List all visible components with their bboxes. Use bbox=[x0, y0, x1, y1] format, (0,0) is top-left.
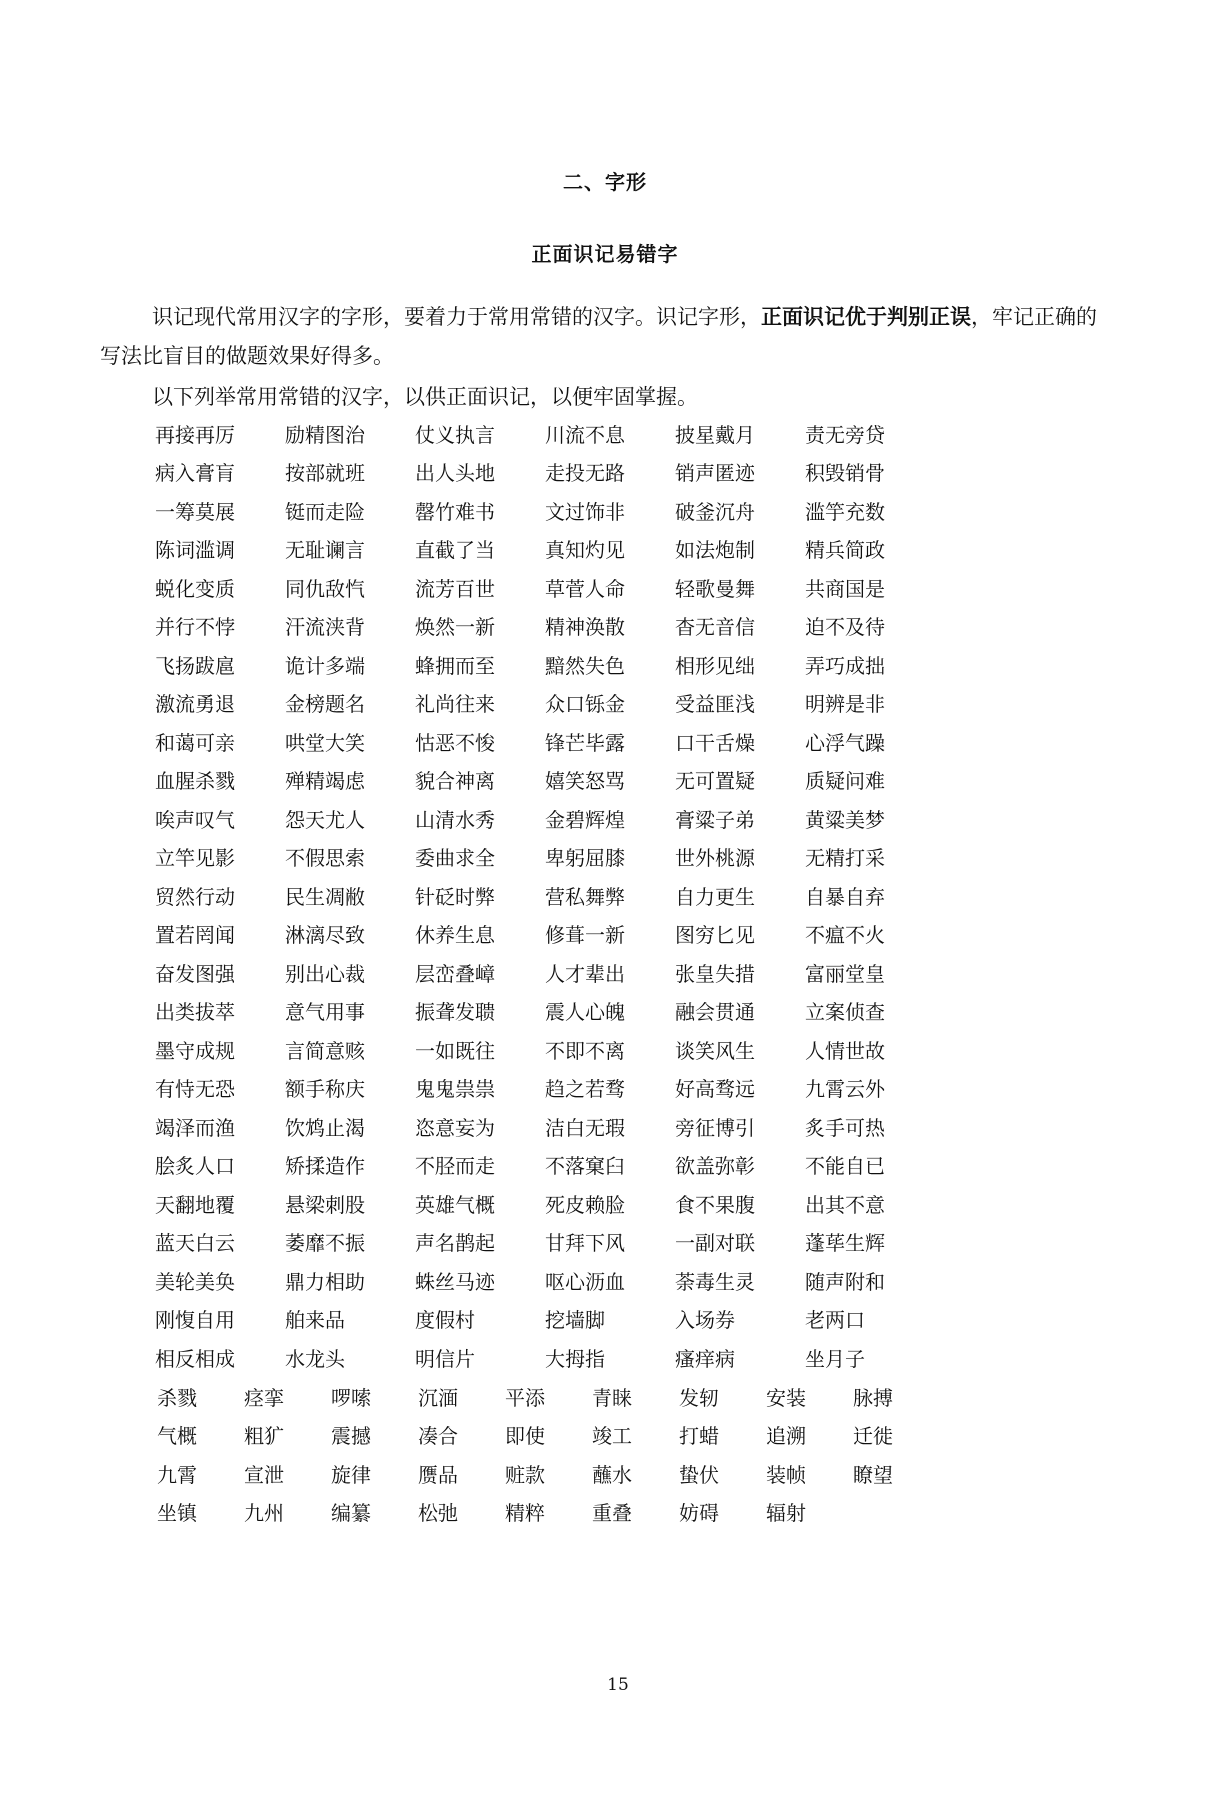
idiom-item: 图穷匕见 bbox=[675, 923, 755, 948]
idiom-item: 川流不息 bbox=[545, 422, 625, 447]
word-item: 凑合 bbox=[418, 1424, 458, 1449]
word-row bbox=[157, 1454, 940, 1493]
idiom-item: 蜂拥而至 bbox=[415, 653, 495, 678]
idiom-item: 水龙头 bbox=[285, 1346, 345, 1371]
idiom-item: 营私舞弊 bbox=[545, 884, 625, 909]
word-item: 迁徙 bbox=[853, 1424, 893, 1449]
idiom-item: 委曲求全 bbox=[415, 846, 495, 871]
idiom-grid bbox=[155, 414, 935, 1377]
idiom-item: 谈笑风生 bbox=[675, 1038, 755, 1063]
idiom-row bbox=[155, 1107, 935, 1146]
word-item: 青睐 bbox=[592, 1385, 632, 1410]
idiom-item: 出人头地 bbox=[415, 461, 495, 486]
word-grid bbox=[157, 1377, 940, 1531]
idiom-item: 甘拜下风 bbox=[545, 1231, 625, 1256]
idiom-item: 荼毒生灵 bbox=[675, 1269, 755, 1294]
idiom-item: 针砭时弊 bbox=[415, 884, 495, 909]
paragraph-text-2: ，牢记正确的写法比盲目的做题效果好得多。 bbox=[100, 305, 1097, 368]
idiom-item: 老两口 bbox=[805, 1308, 865, 1333]
idiom-item: 蓝天白云 bbox=[155, 1231, 235, 1256]
word-item: 安装 bbox=[766, 1385, 806, 1410]
word-item: 震撼 bbox=[331, 1424, 371, 1449]
idiom-item: 悬梁刺股 bbox=[285, 1192, 365, 1217]
word-item: 气概 bbox=[157, 1424, 197, 1449]
idiom-item: 金碧辉煌 bbox=[545, 807, 625, 832]
idiom-item: 受益匪浅 bbox=[675, 692, 755, 717]
word-item: 脉搏 bbox=[853, 1385, 893, 1410]
word-item: 九州 bbox=[244, 1501, 284, 1526]
word-item: 松弛 bbox=[418, 1501, 458, 1526]
idiom-item: 明信片 bbox=[415, 1346, 475, 1371]
idiom-item: 趋之若骛 bbox=[545, 1077, 625, 1102]
idiom-item: 蓬荜生辉 bbox=[805, 1231, 885, 1256]
intro-paragraph bbox=[100, 298, 1110, 376]
idiom-item: 英雄气概 bbox=[415, 1192, 495, 1217]
idiom-item: 流芳百世 bbox=[415, 576, 495, 601]
word-row bbox=[157, 1377, 940, 1416]
idiom-item: 汗流浃背 bbox=[285, 615, 365, 640]
idiom-row bbox=[155, 414, 935, 453]
idiom-item: 欲盖弥彰 bbox=[675, 1154, 755, 1179]
idiom-item: 萎靡不振 bbox=[285, 1231, 365, 1256]
word-item: 精粹 bbox=[505, 1501, 545, 1526]
idiom-item: 竭泽而渔 bbox=[155, 1115, 235, 1140]
idiom-row bbox=[155, 1338, 935, 1377]
idiom-item: 不即不离 bbox=[545, 1038, 625, 1063]
idiom-item: 自暴自弃 bbox=[805, 884, 885, 909]
idiom-item: 草菅人命 bbox=[545, 576, 625, 601]
idiom-item: 杳无音信 bbox=[675, 615, 755, 640]
idiom-item: 披星戴月 bbox=[675, 422, 755, 447]
idiom-item: 饮鸩止渴 bbox=[285, 1115, 365, 1140]
idiom-item: 入场券 bbox=[675, 1308, 735, 1333]
idiom-item: 无精打采 bbox=[805, 846, 885, 871]
idiom-item: 如法炮制 bbox=[675, 538, 755, 563]
idiom-item: 激流勇退 bbox=[155, 692, 235, 717]
idiom-item: 融会贯通 bbox=[675, 1000, 755, 1025]
word-item: 妨碍 bbox=[679, 1501, 719, 1526]
idiom-item: 休养生息 bbox=[415, 923, 495, 948]
idiom-item: 出其不意 bbox=[805, 1192, 885, 1217]
idiom-item: 挖墙脚 bbox=[545, 1308, 605, 1333]
idiom-item: 滥竽充数 bbox=[805, 499, 885, 524]
idiom-item: 额手称庆 bbox=[285, 1077, 365, 1102]
idiom-item: 哄堂大笑 bbox=[285, 730, 365, 755]
idiom-item: 死皮赖脸 bbox=[545, 1192, 625, 1217]
idiom-item: 精神涣散 bbox=[545, 615, 625, 640]
idiom-item: 罄竹难书 bbox=[415, 499, 495, 524]
idiom-item: 礼尚往来 bbox=[415, 692, 495, 717]
idiom-item: 文过饰非 bbox=[545, 499, 625, 524]
idiom-row bbox=[155, 761, 935, 800]
idiom-row bbox=[155, 992, 935, 1031]
idiom-item: 立竿见影 bbox=[155, 846, 235, 871]
idiom-item: 血腥杀戮 bbox=[155, 769, 235, 794]
idiom-item: 弄巧成拙 bbox=[805, 653, 885, 678]
idiom-item: 矫揉造作 bbox=[285, 1154, 365, 1179]
word-item: 竣工 bbox=[592, 1424, 632, 1449]
idiom-item: 焕然一新 bbox=[415, 615, 495, 640]
idiom-row bbox=[155, 1069, 935, 1108]
word-item: 杀戮 bbox=[157, 1385, 197, 1410]
sub-title: 正面识记易错字 bbox=[531, 242, 679, 266]
idiom-item: 鼎力相助 bbox=[285, 1269, 365, 1294]
word-item: 痉挛 bbox=[244, 1385, 284, 1410]
idiom-row bbox=[155, 1030, 935, 1069]
idiom-item: 殚精竭虑 bbox=[285, 769, 365, 794]
idiom-item: 一副对联 bbox=[675, 1231, 755, 1256]
paragraph-emphasis: 正面识记优于判别正误 bbox=[761, 305, 971, 329]
idiom-row bbox=[155, 1223, 935, 1262]
idiom-item: 销声匿迹 bbox=[675, 461, 755, 486]
idiom-item: 嬉笑怒骂 bbox=[545, 769, 625, 794]
word-row bbox=[157, 1493, 940, 1532]
idiom-item: 民生凋敝 bbox=[285, 884, 365, 909]
idiom-row bbox=[155, 722, 935, 761]
idiom-item: 励精图治 bbox=[285, 422, 365, 447]
idiom-item: 蜕化变质 bbox=[155, 576, 235, 601]
idiom-item: 怙恶不悛 bbox=[415, 730, 495, 755]
idiom-item: 出类拔萃 bbox=[155, 1000, 235, 1025]
idiom-row bbox=[155, 876, 935, 915]
idiom-item: 立案侦查 bbox=[805, 1000, 885, 1025]
word-item: 坐镇 bbox=[157, 1501, 197, 1526]
idiom-item: 走投无路 bbox=[545, 461, 625, 486]
idiom-item: 奋发图强 bbox=[155, 961, 235, 986]
idiom-item: 共商国是 bbox=[805, 576, 885, 601]
idiom-item: 坐月子 bbox=[805, 1346, 865, 1371]
idiom-item: 迫不及待 bbox=[805, 615, 885, 640]
word-item: 沉湎 bbox=[418, 1385, 458, 1410]
idiom-item: 众口铄金 bbox=[545, 692, 625, 717]
idiom-item: 相反相成 bbox=[155, 1346, 235, 1371]
idiom-item: 不落窠臼 bbox=[545, 1154, 625, 1179]
word-item: 宣泄 bbox=[244, 1462, 284, 1487]
idiom-item: 黄粱美梦 bbox=[805, 807, 885, 832]
word-item: 赃款 bbox=[505, 1462, 545, 1487]
word-item: 蘸水 bbox=[592, 1462, 632, 1487]
word-item: 辐射 bbox=[766, 1501, 806, 1526]
idiom-item: 直截了当 bbox=[415, 538, 495, 563]
idiom-item: 和蔼可亲 bbox=[155, 730, 235, 755]
idiom-item: 呕心沥血 bbox=[545, 1269, 625, 1294]
idiom-row bbox=[155, 1146, 935, 1185]
idiom-row bbox=[155, 1300, 935, 1339]
word-item: 九霄 bbox=[157, 1462, 197, 1487]
idiom-row bbox=[155, 838, 935, 877]
idiom-row bbox=[155, 530, 935, 569]
idiom-row bbox=[155, 453, 935, 492]
word-row bbox=[157, 1416, 940, 1455]
idiom-item: 震人心魄 bbox=[545, 1000, 625, 1025]
idiom-item: 淋漓尽致 bbox=[285, 923, 365, 948]
idiom-item: 铤而走险 bbox=[285, 499, 365, 524]
idiom-row bbox=[155, 607, 935, 646]
idiom-row bbox=[155, 1184, 935, 1223]
idiom-item: 舶来品 bbox=[285, 1308, 345, 1333]
idiom-item: 精兵简政 bbox=[805, 538, 885, 563]
idiom-item: 陈词滥调 bbox=[155, 538, 235, 563]
idiom-row bbox=[155, 915, 935, 954]
idiom-item: 自力更生 bbox=[675, 884, 755, 909]
idiom-item: 真知灼见 bbox=[545, 538, 625, 563]
idiom-item: 心浮气躁 bbox=[805, 730, 885, 755]
idiom-item: 无耻谰言 bbox=[285, 538, 365, 563]
idiom-item: 不胫而走 bbox=[415, 1154, 495, 1179]
idiom-item: 积毁销骨 bbox=[805, 461, 885, 486]
idiom-item: 山清水秀 bbox=[415, 807, 495, 832]
idiom-item: 层峦叠嶂 bbox=[415, 961, 495, 986]
word-item: 发轫 bbox=[679, 1385, 719, 1410]
word-item: 追溯 bbox=[766, 1424, 806, 1449]
idiom-item: 金榜题名 bbox=[285, 692, 365, 717]
idiom-item: 按部就班 bbox=[285, 461, 365, 486]
idiom-item: 度假村 bbox=[415, 1308, 475, 1333]
list-intro: 以下列举常用常错的汉字，以供正面识记，以便牢固掌握。 bbox=[152, 385, 698, 409]
idiom-item: 好高骛远 bbox=[675, 1077, 755, 1102]
idiom-item: 旁征博引 bbox=[675, 1115, 755, 1140]
idiom-item: 不瘟不火 bbox=[805, 923, 885, 948]
idiom-item: 美轮美奂 bbox=[155, 1269, 235, 1294]
idiom-item: 无可置疑 bbox=[675, 769, 755, 794]
word-item: 打蜡 bbox=[679, 1424, 719, 1449]
idiom-item: 轻歌曼舞 bbox=[675, 576, 755, 601]
idiom-item: 声名鹊起 bbox=[415, 1231, 495, 1256]
idiom-item: 随声附和 bbox=[805, 1269, 885, 1294]
idiom-item: 有恃无恐 bbox=[155, 1077, 235, 1102]
idiom-item: 墨守成规 bbox=[155, 1038, 235, 1063]
idiom-item: 炙手可热 bbox=[805, 1115, 885, 1140]
idiom-row bbox=[155, 491, 935, 530]
idiom-item: 人情世故 bbox=[805, 1038, 885, 1063]
idiom-item: 世外桃源 bbox=[675, 846, 755, 871]
idiom-item: 明辨是非 bbox=[805, 692, 885, 717]
word-item: 蛰伏 bbox=[679, 1462, 719, 1487]
idiom-item: 富丽堂皇 bbox=[805, 961, 885, 986]
idiom-item: 责无旁贷 bbox=[805, 422, 885, 447]
idiom-item: 飞扬跋扈 bbox=[155, 653, 235, 678]
paragraph-text-1: 识记现代常用汉字的字形，要着力于常用常错的汉字。识记字形， bbox=[152, 305, 761, 329]
idiom-item: 别出心裁 bbox=[285, 961, 365, 986]
idiom-item: 恣意妄为 bbox=[415, 1115, 495, 1140]
idiom-item: 膏粱子弟 bbox=[675, 807, 755, 832]
idiom-item: 卑躬屈膝 bbox=[545, 846, 625, 871]
idiom-item: 鬼鬼祟祟 bbox=[415, 1077, 495, 1102]
idiom-item: 诡计多端 bbox=[285, 653, 365, 678]
word-item: 编纂 bbox=[331, 1501, 371, 1526]
idiom-item: 不假思索 bbox=[285, 846, 365, 871]
idiom-item: 瘙痒病 bbox=[675, 1346, 735, 1371]
idiom-item: 食不果腹 bbox=[675, 1192, 755, 1217]
idiom-row bbox=[155, 645, 935, 684]
idiom-item: 意气用事 bbox=[285, 1000, 365, 1025]
word-item: 重叠 bbox=[592, 1501, 632, 1526]
idiom-item: 一筹莫展 bbox=[155, 499, 235, 524]
idiom-row bbox=[155, 684, 935, 723]
idiom-item: 黯然失色 bbox=[545, 653, 625, 678]
idiom-item: 不能自已 bbox=[805, 1154, 885, 1179]
idiom-item: 天翻地覆 bbox=[155, 1192, 235, 1217]
idiom-item: 貌合神离 bbox=[415, 769, 495, 794]
idiom-row bbox=[155, 799, 935, 838]
idiom-item: 张皇失措 bbox=[675, 961, 755, 986]
idiom-item: 蛛丝马迹 bbox=[415, 1269, 495, 1294]
idiom-item: 再接再厉 bbox=[155, 422, 235, 447]
idiom-item: 同仇敌忾 bbox=[285, 576, 365, 601]
idiom-item: 相形见绌 bbox=[675, 653, 755, 678]
idiom-item: 振聋发聩 bbox=[415, 1000, 495, 1025]
idiom-item: 修葺一新 bbox=[545, 923, 625, 948]
idiom-item: 脍炙人口 bbox=[155, 1154, 235, 1179]
idiom-item: 唉声叹气 bbox=[155, 807, 235, 832]
idiom-item: 言简意赅 bbox=[285, 1038, 365, 1063]
idiom-item: 洁白无瑕 bbox=[545, 1115, 625, 1140]
word-item: 粗犷 bbox=[244, 1424, 284, 1449]
idiom-row bbox=[155, 953, 935, 992]
idiom-item: 锋芒毕露 bbox=[545, 730, 625, 755]
idiom-item: 口干舌燥 bbox=[675, 730, 755, 755]
word-item: 瞭望 bbox=[853, 1462, 893, 1487]
idiom-item: 刚愎自用 bbox=[155, 1308, 235, 1333]
idiom-item: 破釜沉舟 bbox=[675, 499, 755, 524]
idiom-item: 大拇指 bbox=[545, 1346, 605, 1371]
word-item: 啰嗦 bbox=[331, 1385, 371, 1410]
word-item: 装帧 bbox=[766, 1462, 806, 1487]
page-number: 15 bbox=[607, 1675, 629, 1695]
idiom-item: 病入膏肓 bbox=[155, 461, 235, 486]
idiom-row bbox=[155, 568, 935, 607]
word-item: 赝品 bbox=[418, 1462, 458, 1487]
word-item: 旋律 bbox=[331, 1462, 371, 1487]
idiom-item: 人才辈出 bbox=[545, 961, 625, 986]
idiom-item: 怨天尤人 bbox=[285, 807, 365, 832]
idiom-item: 置若罔闻 bbox=[155, 923, 235, 948]
idiom-item: 贸然行动 bbox=[155, 884, 235, 909]
word-item: 平添 bbox=[505, 1385, 545, 1410]
idiom-item: 仗义执言 bbox=[415, 422, 495, 447]
section-title: 二、字形 bbox=[563, 170, 647, 194]
idiom-row bbox=[155, 1261, 935, 1300]
idiom-item: 一如既往 bbox=[415, 1038, 495, 1063]
idiom-item: 九霄云外 bbox=[805, 1077, 885, 1102]
word-item: 即使 bbox=[505, 1424, 545, 1449]
idiom-item: 质疑问难 bbox=[805, 769, 885, 794]
idiom-item: 并行不悖 bbox=[155, 615, 235, 640]
